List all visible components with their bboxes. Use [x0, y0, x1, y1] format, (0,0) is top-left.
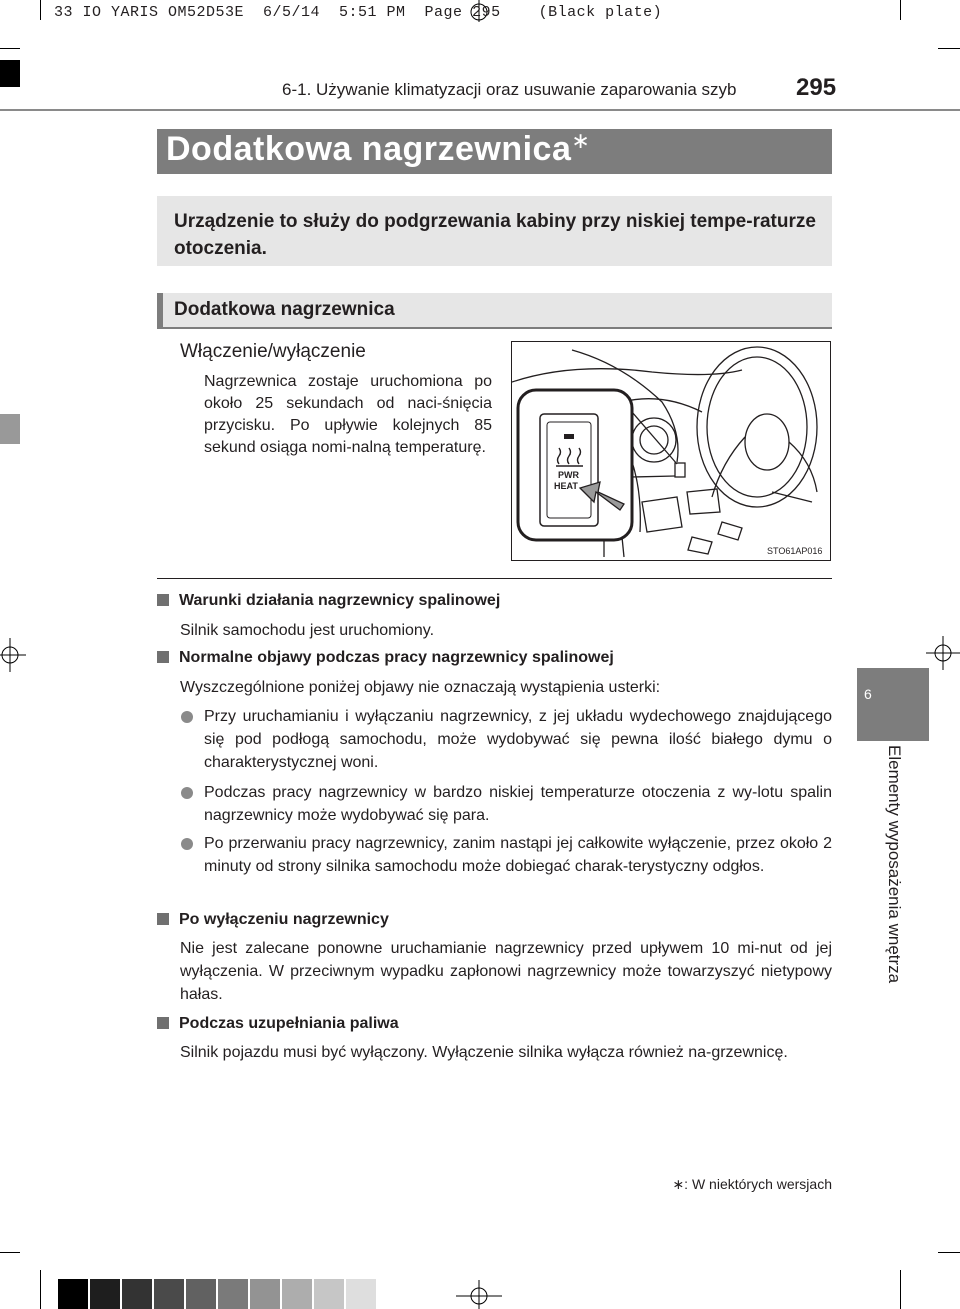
corner-block-grey: [0, 414, 20, 444]
dashboard-drawing: [512, 342, 830, 560]
registration-mark: [0, 638, 26, 672]
bullet-text: Po przerwaniu pracy nagrzewnicy, zanim nastąpi jej całkowite wyłączenie, przez około 2 minuty od strony silnika samochodu może dobiegać charak-terystyczny odgłos.: [204, 835, 832, 875]
square-bullet-icon: [157, 594, 169, 606]
page-title-text: Dodatkowa nagrzewnica: [166, 130, 572, 168]
crop-mark: [40, 1270, 41, 1309]
item-heading-text: Normalne objawy podczas pracy nagrzewnicy spalinowej: [179, 649, 614, 666]
round-bullet-icon: [181, 838, 193, 850]
color-swatch: [346, 1279, 376, 1309]
round-bullet-icon: [181, 787, 193, 799]
switch-label: Włączenie/wyłączenie: [180, 341, 366, 362]
figure-code: STO61AP016: [767, 546, 823, 556]
item-heading: [157, 1015, 399, 1033]
item-heading-text: Po wyłączeniu nagrzewnicy: [179, 911, 389, 928]
item-text: Nie jest zalecane ponowne uruchamianie nagrzewnicy przed upływem 10 mi-nut od jej wyłączenia. W przeciwnym wypadku zapłonowi nagrzewnicy może towarzyszyć nietypowy hałas.: [180, 940, 832, 1003]
item-text: Silnik samochodu jest uruchomiony.: [180, 622, 435, 639]
header-rule: [0, 109, 960, 111]
footnote: [620, 1176, 832, 1193]
chapter-number: 6: [864, 686, 872, 702]
item-heading-text: Podczas uzupełniania paliwa: [179, 1015, 399, 1032]
intro-text: Urządzenie to służy do podgrzewania kabiny przy niskiej tempe-raturze otoczenia.: [174, 211, 816, 259]
section-bar-accent: [157, 293, 163, 329]
item-heading: [157, 592, 500, 610]
registration-mark: [456, 1280, 502, 1309]
page-title: [166, 130, 590, 169]
color-swatch: [314, 1279, 344, 1309]
registration-mark: [926, 636, 960, 670]
crop-mark: [900, 0, 901, 20]
button-label-heat: HEAT: [554, 481, 578, 491]
color-swatch: [122, 1279, 152, 1309]
round-bullet-icon: [181, 711, 193, 723]
square-bullet-icon: [157, 1017, 169, 1029]
bullet-text: Podczas pracy nagrzewnicy w bardzo niskiej temperaturze otoczenia z wy-lotu spalin nagrzewnicy może wydobywać się para.: [204, 784, 832, 824]
item-text: Silnik pojazdu musi być wyłączony. Wyłączenie silnika wyłącza również na-grzewnicę.: [180, 1044, 788, 1061]
chapter-label: Elementy wyposażenia wnętrza: [885, 745, 904, 984]
footnote-text: : W niektórych wersjach: [684, 1176, 832, 1192]
color-swatch: [282, 1279, 312, 1309]
crop-mark: [938, 48, 960, 49]
crop-mark: [900, 1270, 901, 1309]
color-swatch: [154, 1279, 184, 1309]
color-swatch: [218, 1279, 248, 1309]
chapter-tab: [857, 668, 929, 741]
section-rule: [157, 578, 832, 579]
button-label-pwr: PWR: [558, 470, 579, 480]
color-swatch: [186, 1279, 216, 1309]
watermark: carmanualsonline.info: [720, 1284, 896, 1304]
item-text: Wyszczególnione poniżej objawy nie oznaczają wystąpienia usterki:: [180, 679, 661, 696]
dashboard-illustration: [511, 341, 831, 561]
item-heading: [157, 911, 389, 929]
crop-mark: [0, 48, 20, 49]
crop-mark: [40, 0, 41, 20]
square-bullet-icon: [157, 913, 169, 925]
bullet-text: Przy uruchamianiu i wyłączaniu nagrzewnicy, z jej układu wydechowego znajdującego się pod podłogą samochodu, może wydobywać się pewna ilość białego dymu o charakterystycznej woni.: [204, 708, 832, 771]
footnote-marker: ∗: [672, 1176, 685, 1192]
asterisk-marker: ∗: [571, 128, 591, 153]
color-swatch: [90, 1279, 120, 1309]
section-title: Dodatkowa nagrzewnica: [174, 299, 395, 320]
item-heading-text: Warunki działania nagrzewnicy spalinowej: [179, 592, 501, 609]
crop-mark: [938, 1252, 960, 1253]
item-heading: [157, 649, 614, 667]
corner-block: [0, 60, 20, 87]
color-swatch: [250, 1279, 280, 1309]
crop-mark: [0, 1252, 20, 1253]
page-number: 295: [796, 74, 837, 101]
switch-description: Nagrzewnica zostaje uruchomiona po około 25 sekundach od naci-śnięcia przycisku. Po upływie kolejnych 85 sekund osiąga nomi-nalną temperaturę.: [204, 373, 492, 456]
color-swatch: [58, 1279, 88, 1309]
square-bullet-icon: [157, 651, 169, 663]
running-header: 6-1. Używanie klimatyzacji oraz usuwanie zaparowania szyb: [282, 80, 737, 99]
print-slug: 33 IO YARIS OM52D53E 6/5/14 5:51 PM Page 295 (Black plate): [54, 4, 663, 21]
